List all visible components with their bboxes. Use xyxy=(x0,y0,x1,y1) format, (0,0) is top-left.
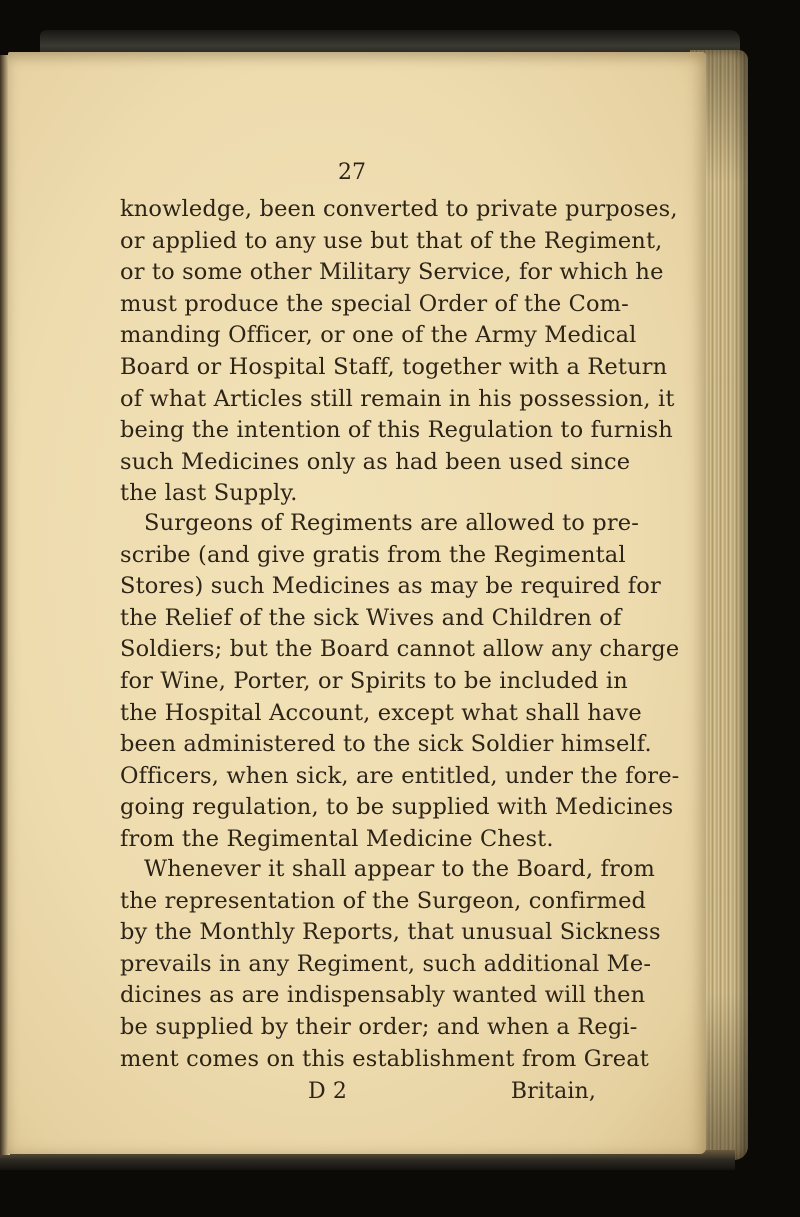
text-line: ment comes on this establishment from Great xyxy=(120,1045,650,1072)
text-line: being the intention of this Regulation to furnish xyxy=(120,417,673,444)
text-line: by the Monthly Reports, that unusual Sickness xyxy=(120,919,661,946)
text-line: going regulation, to be supplied with Medicines xyxy=(120,794,674,821)
text-line: manding Officer, or one of the Army Medical xyxy=(120,322,637,349)
text-line: must produce the special Order of the Com- xyxy=(120,290,629,317)
text-line: been administered to the sick Soldier himself. xyxy=(120,731,652,758)
text-line: or applied to any use but that of the Regiment, xyxy=(120,227,663,254)
text-line: or to some other Military Service, for which he xyxy=(120,259,664,286)
text-line: such Medicines only as had been used since xyxy=(120,448,631,475)
text-line: Whenever it shall appear to the Board, from xyxy=(144,856,656,882)
text-line: for Wine, Porter, or Spirits to be included in xyxy=(120,667,628,694)
text-line: Surgeons of Regiments are allowed to pre- xyxy=(144,510,639,536)
page-footer xyxy=(120,1076,596,1108)
text-line: from the Regimental Medicine Chest. xyxy=(120,825,554,852)
catchword: Britain, xyxy=(510,1079,596,1104)
text-line: knowledge, been converted to private purposes, xyxy=(120,196,678,222)
text-line: the representation of the Surgeon, confirmed xyxy=(120,887,647,914)
page-number: 27 xyxy=(338,160,366,185)
text-line: Soldiers; but the Board cannot allow any charge xyxy=(120,636,680,663)
text-line: of what Articles still remain in his possession, it xyxy=(120,385,675,412)
text-line: Officers, when sick, are entitled, under the fore- xyxy=(120,762,680,789)
book-page xyxy=(8,52,706,1154)
text-line: the Relief of the sick Wives and Children of xyxy=(120,604,622,631)
paragraph-1 xyxy=(120,194,678,510)
text-line: scribe (and give gratis from the Regimental xyxy=(120,541,626,568)
text-line: Stores) such Medicines as may be required for xyxy=(120,573,661,600)
text-line: the last Supply. xyxy=(120,480,298,507)
signature-mark: D 2 xyxy=(308,1079,348,1104)
text-line: Board or Hospital Staff, together with a Return xyxy=(120,353,668,380)
paragraph-2 xyxy=(120,508,680,856)
text-line: the Hospital Account, except what shall have xyxy=(120,699,642,726)
text-line: be supplied by their order; and when a Regi- xyxy=(120,1013,638,1040)
text-line: dicines as are indispensably wanted will then xyxy=(120,982,646,1009)
paragraph-3 xyxy=(120,854,661,1075)
text-line: prevails in any Regiment, such additional Me- xyxy=(120,950,652,977)
